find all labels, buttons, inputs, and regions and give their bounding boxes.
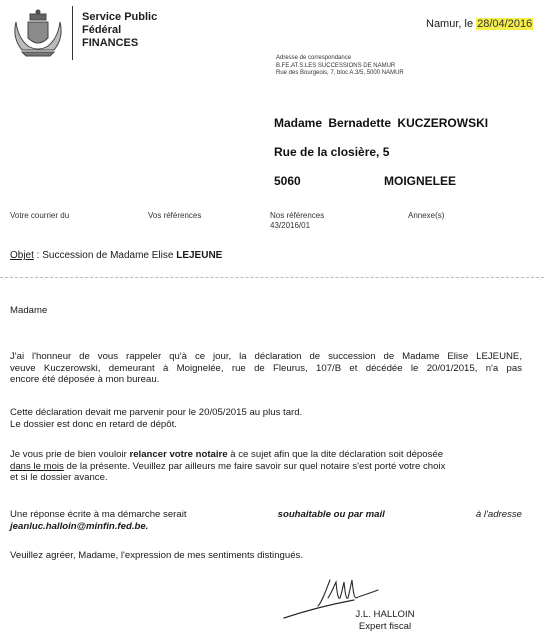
paragraph-request [10, 449, 522, 484]
request-text: de la présente. Veuillez par ailleurs me faire savoir sur quel notaire s'est porté votre choix [63, 460, 446, 472]
signatory [340, 609, 430, 633]
request-text: à ce sujet afin que la dite déclaration soit déposée [227, 449, 444, 460]
closing-formula: Veuillez agréer, Madame, l'expression de mes sentiments distingués. [10, 550, 303, 561]
paragraph-line [10, 509, 522, 521]
subject-text: Succession de Madame Elise [42, 250, 177, 261]
letter-date [426, 18, 533, 30]
signatory-name: J.L. HALLOIN [355, 609, 415, 620]
paragraph-line: J'ai l'honneur de vous rappeler qu'à ce jour, la déclaration de succession de Madame Elise LEJEUNE, [10, 351, 522, 362]
signatory-title: Expert fiscal [358, 621, 412, 632]
paragraph-line: et si le dossier avance. [10, 472, 108, 483]
recipient-name [274, 116, 488, 130]
subject-label: Objet [10, 250, 34, 261]
contact-text: à l'adresse [473, 509, 522, 520]
correspondence-line: B.FE.AT.S.LES SUCCESSIONS DE NAMUR [276, 62, 396, 69]
date-prefix: Namur, le [426, 18, 477, 30]
header-divider [72, 6, 73, 60]
paragraph-deadline [10, 407, 302, 430]
request-deadline-underlined: dans le mois [10, 460, 64, 472]
correspondence-label: Adresse de correspondance [276, 55, 352, 61]
request-text: Je vous prie de bien vouloir [10, 449, 130, 460]
paragraph-line [10, 461, 522, 473]
recipient-title: Madame [274, 116, 323, 130]
salutation: Madame [10, 305, 48, 316]
recipient-first-name: Bernadette [328, 116, 392, 130]
correspondence-line: Rue des Bourgeois, 7, bloc A.3/5, 5000 NAMUR [276, 70, 404, 76]
date-value-highlighted: 28/04/2016 [477, 18, 533, 30]
institution-line: Fédéral [82, 24, 122, 36]
subject-line [10, 250, 222, 261]
paragraph-line: Cette déclaration devait me parvenir pour le 20/05/2015 au plus tard. [10, 407, 303, 418]
paragraph-line: Le dossier est donc en retard de dépôt. [10, 418, 177, 430]
contact-email: jeanluc.halloin@minfin.fed.be. [10, 520, 149, 532]
paragraph-contact [10, 509, 522, 532]
recipient-street: Rue de la closière, 5 [274, 145, 390, 159]
ref-our-refs-value: 43/2016/01 [270, 221, 311, 230]
contact-emphasis: souhaitable ou par mail [277, 509, 385, 520]
request-emphasis: relancer votre notaire [129, 449, 228, 460]
ref-your-refs-label: Vos références [148, 211, 202, 220]
institution-line: Service Public [82, 11, 158, 23]
ref-our-refs-label: Nos références [270, 211, 325, 220]
subject-separator: : [33, 250, 43, 261]
ref-annexes-label: Annexe(s) [408, 211, 445, 220]
paragraph-reminder [10, 351, 522, 386]
subject-name: LEJEUNE [176, 250, 223, 261]
ref-your-letter-label: Votre courrier du [10, 211, 70, 220]
institution-line: FINANCES [82, 37, 139, 49]
paragraph-line: encore été déposée à mon bureau. [10, 374, 160, 385]
recipient-city: MOIGNELEE [384, 174, 457, 188]
recipient-postcode: 5060 [274, 174, 301, 188]
contact-text: Une réponse écrite à ma démarche serait [10, 509, 190, 520]
paragraph-line: veuve Kuczerowski, demeurant à Moignelée, rue de Fleurus, 107/B et décédée le 20/01/2015, n'a pas [10, 362, 522, 374]
institution-name [82, 11, 157, 50]
correspondence-address [276, 55, 404, 78]
paragraph-line [10, 449, 522, 461]
recipient-last-name: KUCZEROWSKI [397, 116, 489, 130]
section-divider [0, 277, 544, 278]
belgian-coat-of-arms-logo [8, 8, 68, 58]
